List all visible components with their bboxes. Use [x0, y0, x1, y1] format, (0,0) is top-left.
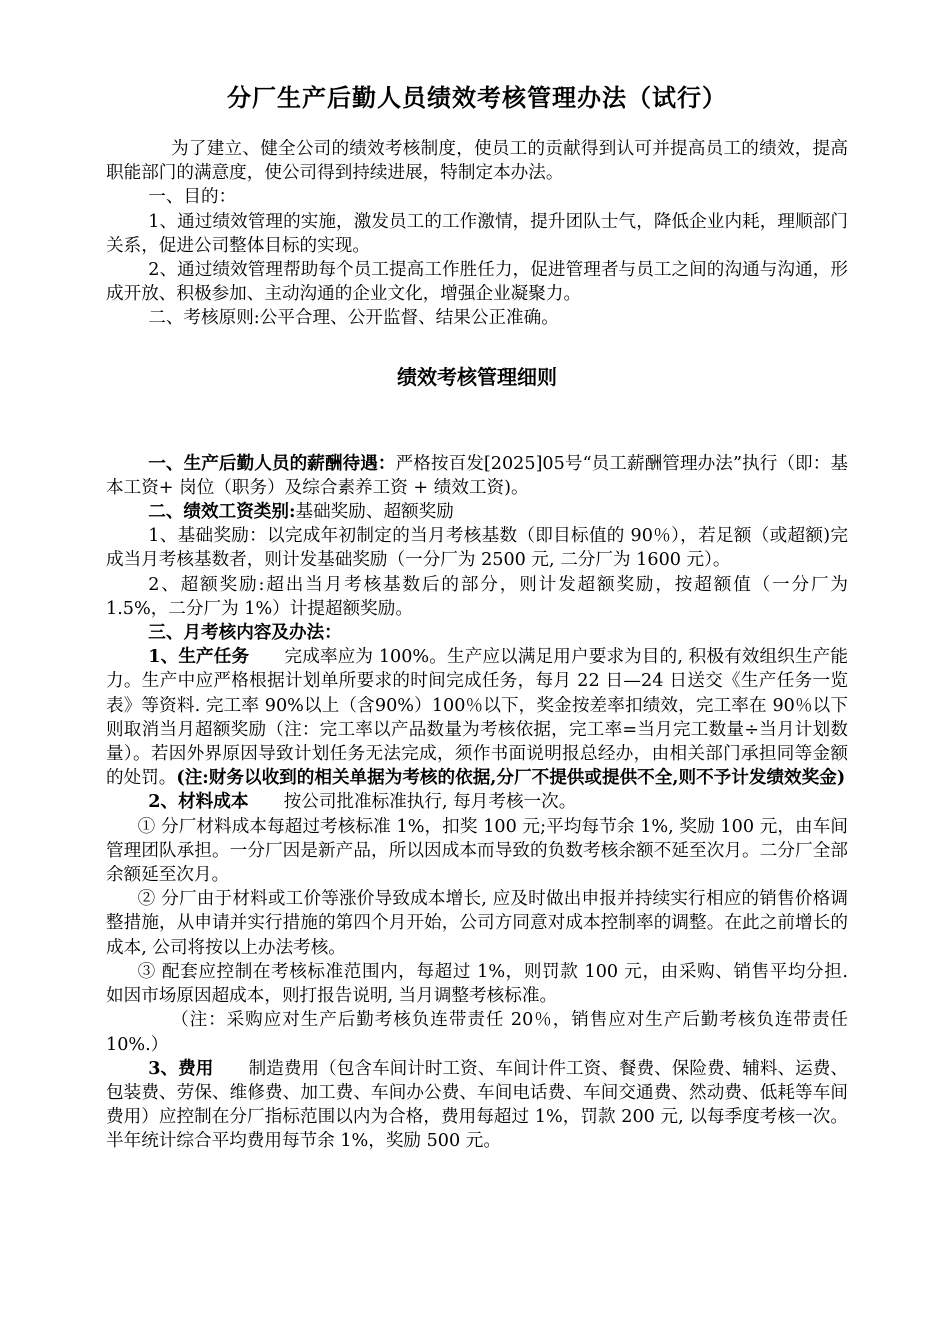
purpose-item-1: 1、通过绩效管理的实施，激发员工的工作激情，提升团队士气，降低企业内耗，理顺部门关系，促进公司整体目标的实现。: [106, 211, 848, 256]
production-task-paragraph: [106, 645, 848, 790]
salary-text: 严格按百发[2025]05号“员工薪酬管理办法”执行（即：基本工资+ 岗位（职务）及综合素养工资 + 绩效工资)。: [106, 453, 848, 498]
purpose-heading: 一、目的：: [148, 187, 237, 208]
material-cost-label: 2、材料成本: [148, 791, 249, 813]
document-title: 分厂生产后勤人员绩效考核管理办法（试行）: [227, 84, 727, 112]
bonus-type-paragraph: [106, 500, 848, 524]
intro-paragraph: 为了建立、健全公司的绩效考核制度，使员工的贡献得到认可并提高员工的绩效，提高职能部门的满意度，使公司得到持续进展，特制定本办法。: [106, 139, 848, 184]
material-cost-text: 按公司批准标准执行, 每月考核一次。: [283, 792, 577, 813]
excess-bonus-item: 2、超额奖励:超出当月考核基数后的部分，则计发超额奖励，按超额值（一分厂为 1.5%，二分厂为 1%）计提超额奖励。: [106, 574, 848, 619]
material-cost-item-2: ② 分厂由于材料或工价等涨价导致成本增长, 应及时做出申报并持续实行相应的销售价格调整措施，从申请并实行措施的第四个月开始，公司方同意对成本控制率的调整。在此之前增长的成本, 公司将按以上办法考核。: [106, 889, 848, 958]
material-cost-item-1: ① 分厂材料成本每超过考核标准 1%，扣奖 100 元;平均每节余 1%, 奖励 100 元，由车间管理团队承担。一分厂因是新产品，所以因成本而导致的负数考核余额不延至次月。二分厂全部余额延至次月。: [106, 816, 848, 886]
expense-paragraph: [106, 1057, 848, 1154]
bonus-type-text: 基础奖励、超额奖励: [295, 502, 454, 523]
base-bonus-item: 1、基础奖励：以完成年初制定的当月考核基数（即目标值的 90％），若足额（或超额)完成当月考核基数者，则计发基础奖励（一分厂为 2500 元, 二分厂为 1600 元）。: [106, 526, 848, 571]
principle-paragraph: 二、考核原则:公平合理、公开监督、结果公正准确。: [148, 308, 559, 329]
material-cost-note: （注：采购应对生产后勤考核负连带责任 20％，销售应对生产后勤考核负连带责任 10%.）: [106, 1010, 848, 1055]
material-cost-paragraph: [106, 790, 848, 814]
purpose-item-2: 2、通过绩效管理帮助每个员工提高工作胜任力，促进管理者与员工之间的沟通与沟通，形成开放、积极参加、主动沟通的企业文化，增强企业凝聚力。: [106, 260, 848, 305]
salary-label: 一、生产后勤人员的薪酬待遇：: [148, 452, 396, 474]
production-task-label: 1、生产任务: [148, 646, 250, 668]
production-task-note: (注:财务以收到的相关单据为考核的依据,分厂不提供或提供不全,则不予计发绩效奖金): [176, 767, 846, 789]
bonus-type-label: 二、绩效工资类别:: [148, 501, 296, 523]
section-subtitle: 绩效考核管理细则: [397, 364, 557, 389]
document-page: [106, 70, 848, 1154]
production-task-text: 完成率应为 100%。生产应以满足用户要求为目的, 积极有效组织生产能力。生产中应严格根据计划单所要求的时间完成任务，每月 22 日—24 日送交《生产任务一览表》等资料. 完工率 90%以上（含90%）100％以下，奖金按差率扣绩效，完工率在 90％以下则取消当月超额奖励（注：完工率以产品数量为考核依据，完工率=当月完工数量÷当月计划数量）。若因外界原因导致计划任务无法完成，须作书面说明报总经办，由相关部门承担同等金额的处罚。: [106, 647, 848, 789]
monthly-assessment-heading: 三、月考核内容及办法：: [148, 622, 342, 644]
expense-label: 3、费用: [148, 1057, 214, 1079]
material-cost-item-3: ③ 配套应控制在考核标准范围内，每超过 1%，则罚款 100 元，由采购、销售平均分担. 如因市场原因超成本，则打报告说明, 当月调整考核标准。: [106, 961, 848, 1007]
salary-paragraph: [106, 452, 848, 500]
expense-text: 制造费用（包含车间计时工资、车间计件工资、餐费、保险费、辅料、运费、包装费、劳保、维修费、加工费、车间办公费、车间电话费、车间交通费、然动费、低耗等车间费用）应控制在分厂指标范围以内为合格，费用每超过 1%，罚款 200 元, 以每季度考核一次。半年统计综合平均费用每节余 1%，奖励 500 元。: [106, 1058, 848, 1152]
